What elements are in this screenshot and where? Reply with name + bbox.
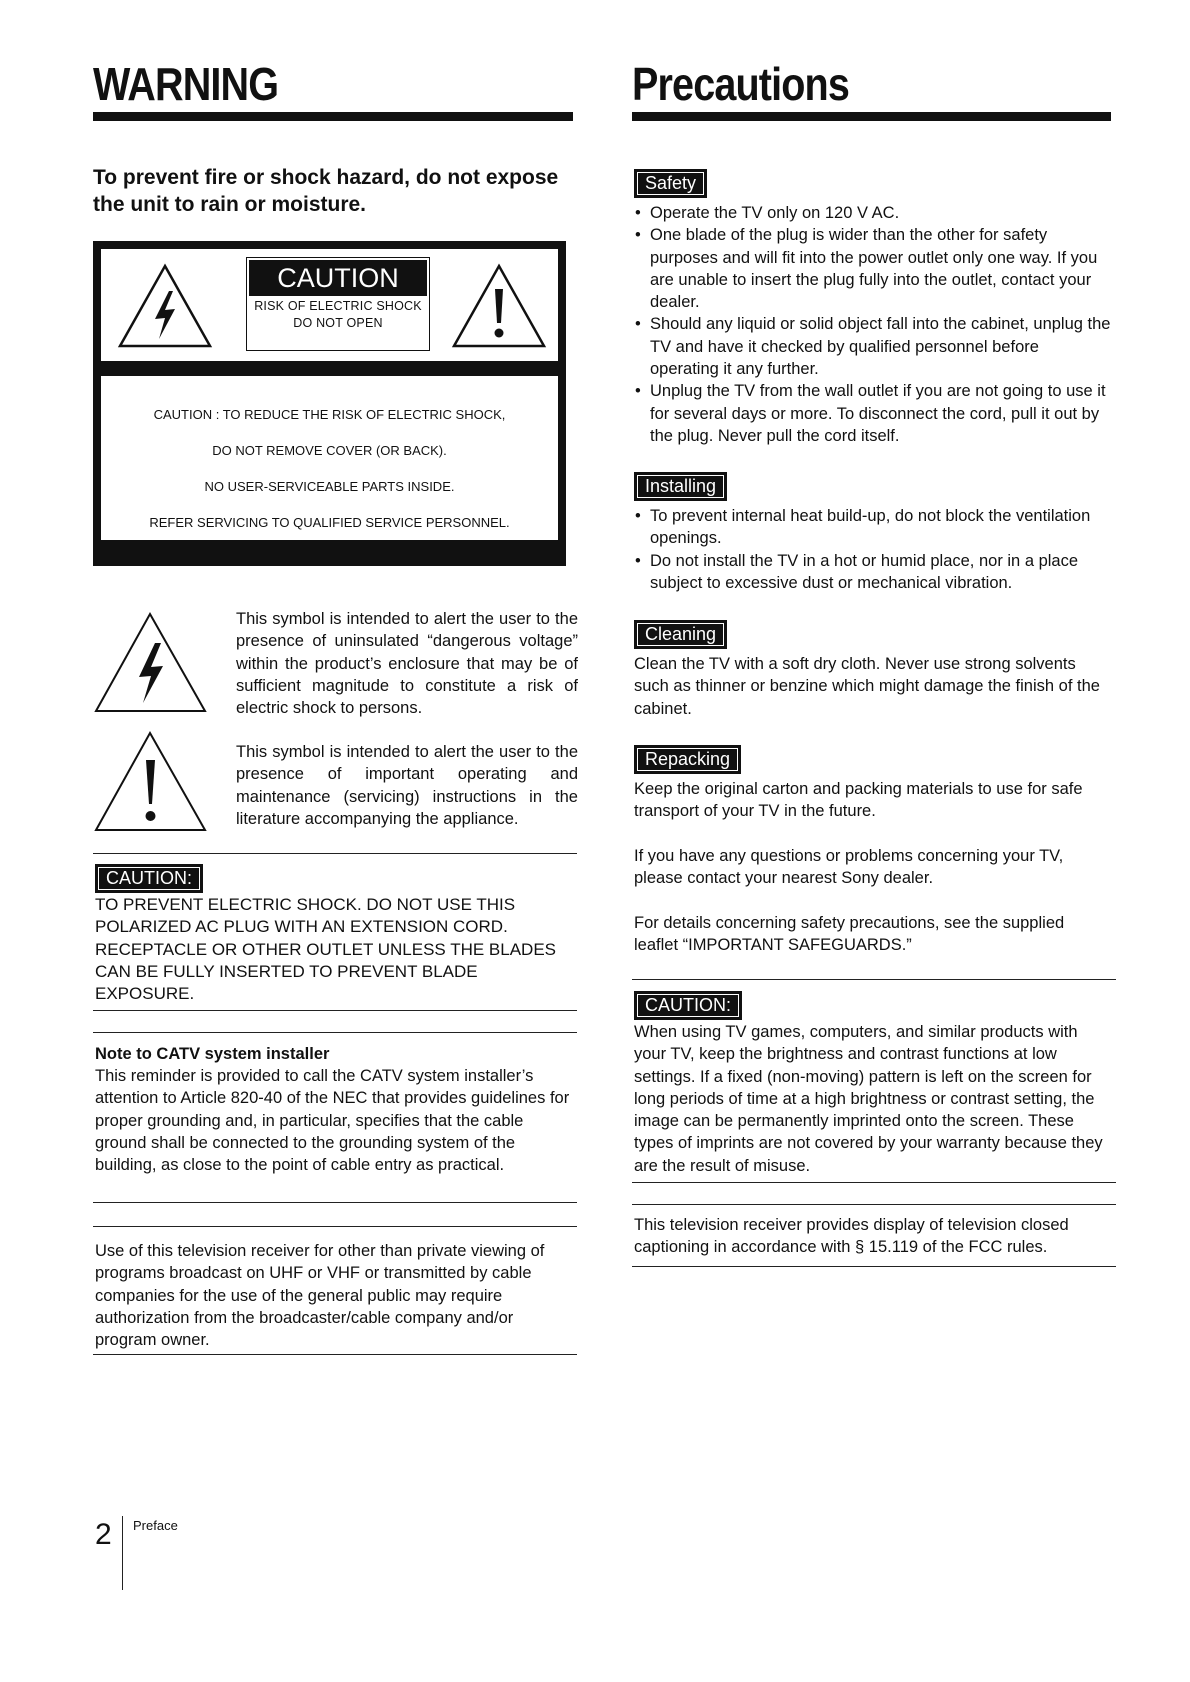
use-authorization-text: Use of this television receiver for other than private viewing of programs broadcast on UHF or VHF or transmitted by cable companies for the use of the general public may require authorization from the broadcaster/cable company and/or program owner. <box>95 1242 545 1350</box>
divider <box>93 853 577 854</box>
caution-plug-text: TO PREVENT ELECTRIC SHOCK. DO NOT USE THIS POLARIZED AC PLUG WITH AN EXTENSION CORD. RECEPTACLE OR OTHER OUTLET UNLESS THE BLADES CAN BE FULLY INSERTED TO PREVENT BLADE EXPOSURE. <box>95 895 557 1004</box>
divider <box>632 1204 1116 1205</box>
safety-list <box>634 202 1112 447</box>
list-item: • Operate the TV only on 120 V AC. <box>634 202 1112 224</box>
warning-lead: To prevent fire or shock hazard, do not expose the unit to rain or moisture. <box>93 166 559 216</box>
repacking-tag: Repacking <box>634 745 741 774</box>
installing-list <box>634 505 1112 594</box>
divider <box>632 1182 1116 1183</box>
caution-label-line3: NO USER-SERVICEABLE PARTS INSIDE. <box>204 479 455 494</box>
list-item: • Unplug the TV from the wall outlet if you are not going to use it for several days or more. To disconnect the cord, pull it out by the plug. Never pull the cord itself. <box>634 380 1112 447</box>
divider <box>632 1266 1116 1267</box>
divider <box>93 1032 577 1033</box>
caution-sign <box>246 257 430 351</box>
caution-label-top <box>101 249 558 361</box>
divider <box>93 1226 577 1227</box>
warning-heading-rule <box>93 112 573 121</box>
questions-text: If you have any questions or problems concerning your TV, please contact your nearest Sony dealer. <box>634 847 1064 888</box>
caution-label-line4: REFER SERVICING TO QUALIFIED SERVICE PERSONNEL. <box>149 515 510 530</box>
exclamation-triangle-icon <box>451 263 547 349</box>
caution-sign-title: CAUTION <box>249 260 427 296</box>
cleaning-text: Clean the TV with a soft dry cloth. Never use strong solvents such as thinner or benzine which might damage the finish of the cabinet. <box>634 655 1100 718</box>
safety-tag: Safety <box>634 169 707 198</box>
caution-tv-games-text: When using TV games, computers, and similar products with your TV, keep the brightness and contrast functions at low settings. If a fixed (non-moving) pattern is left on the screen for long periods of time at a high brightness or contrast setting, the image can be permanently imprinted onto the screen. These types of imprints are not covered by your warranty because they are the result of misuse. <box>634 1023 1103 1175</box>
divider <box>93 1010 577 1011</box>
installing-tag: Installing <box>634 472 727 501</box>
list-item: • One blade of the plug is wider than the other for safety purposes and will fit into the power outlet only one way. If you are unable to insert the plug fully into the outlet, contact your dealer. <box>634 224 1112 313</box>
safeguards-text: For details concerning safety precautions, see the supplied leaflet “IMPORTANT SAFEGUARDS.” <box>634 914 1065 955</box>
list-item: • Should any liquid or solid object fall into the cabinet, unplug the TV and have it checked by qualified personnel before operating it any further. <box>634 313 1112 380</box>
warning-heading: WARNING <box>93 58 279 110</box>
caution-label-line2: DO NOT REMOVE COVER (OR BACK). <box>212 443 447 458</box>
divider <box>93 1354 577 1355</box>
lightning-symbol-text: This symbol is intended to alert the user to the presence of uninsulated “dangerous voltage” within the product’s enclosure that may be of sufficient magnitude to constitute a risk of electric shock to persons. <box>236 610 578 718</box>
caution-tag: CAUTION: <box>634 991 742 1020</box>
closed-caption-text: This television receiver provides display of television closed captioning in accordance with § 15.119 of the FCC rules. <box>634 1216 1069 1257</box>
list-item: • To prevent internal heat build-up, do not block the ventilation openings. <box>634 505 1112 550</box>
divider <box>632 979 1116 980</box>
repacking-text: Keep the original carton and packing materials to use for safe transport of your TV in the future. <box>634 780 1083 821</box>
lightning-symbol-icon <box>93 611 208 714</box>
footer-divider <box>122 1516 123 1590</box>
caution-label <box>93 241 566 566</box>
precautions-heading-rule <box>632 112 1111 121</box>
page-number: 2 <box>95 1518 112 1551</box>
footer-section: Preface <box>133 1518 178 1533</box>
catv-note-title: Note to CATV system installer <box>95 1045 330 1063</box>
catv-note-text: This reminder is provided to call the CATV system installer’s attention to Article 820-40 of the NEC that provides guidelines for proper grounding and, in particular, specifies that the cable ground shall be connected to the grounding system of the building, as close to the point of cable entry as practical. <box>95 1067 570 1175</box>
precautions-heading: Precautions <box>632 58 849 110</box>
cleaning-tag: Cleaning <box>634 620 727 649</box>
caution-sign-sub2: DO NOT OPEN <box>293 316 383 330</box>
exclamation-symbol-text: This symbol is intended to alert the user to the presence of important operating and maintenance (servicing) instructions in the literature accompanying the appliance. <box>236 743 578 828</box>
list-item: • Do not install the TV in a hot or humid place, nor in a place subject to excessive dust or mechanical vibration. <box>634 550 1112 595</box>
divider <box>93 1202 577 1203</box>
lightning-triangle-icon <box>117 263 213 349</box>
caution-tag: CAUTION: <box>95 864 203 893</box>
exclamation-symbol-icon <box>93 730 208 833</box>
caution-label-bottom <box>101 376 558 540</box>
caution-sign-sub1: RISK OF ELECTRIC SHOCK <box>254 299 422 313</box>
caution-label-line1: CAUTION : TO REDUCE THE RISK OF ELECTRIC SHOCK, <box>153 407 506 422</box>
